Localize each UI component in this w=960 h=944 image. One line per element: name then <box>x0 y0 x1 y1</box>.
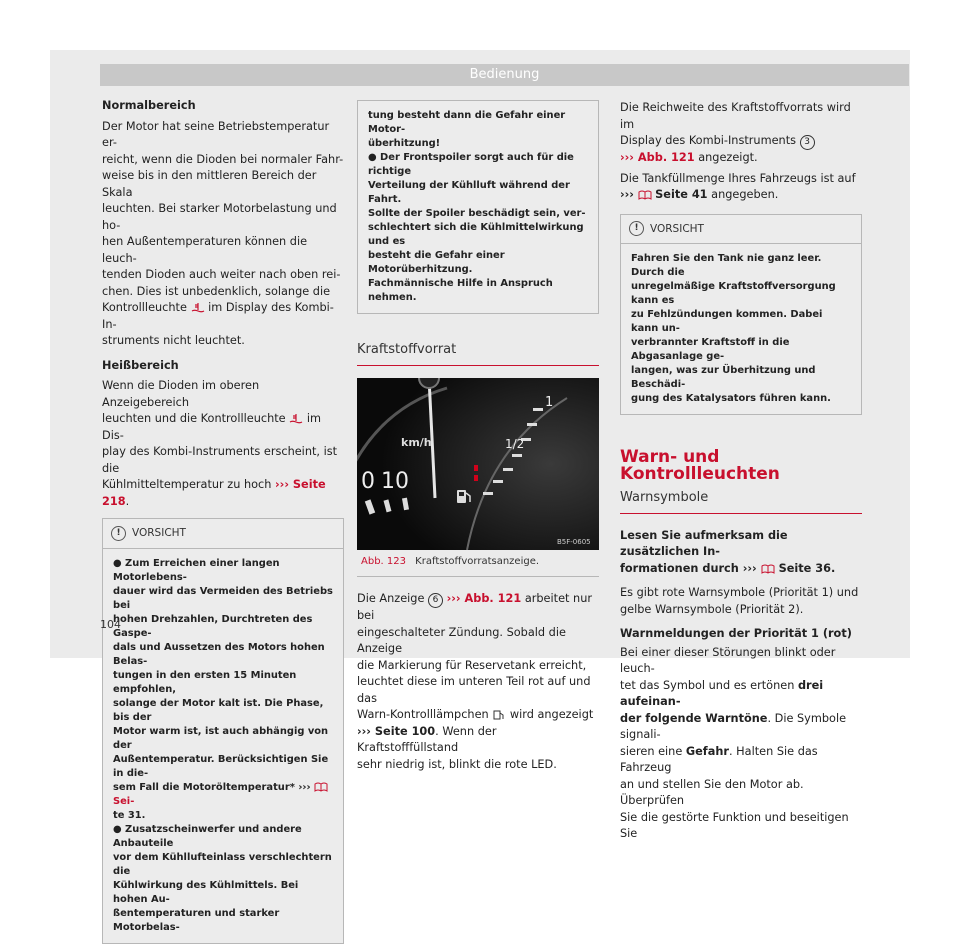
manual-page <box>50 50 910 933</box>
reserve-led <box>474 475 478 481</box>
fuel-tick <box>527 423 537 426</box>
page-header: Bedienung <box>100 64 909 86</box>
reserve-led <box>474 465 478 471</box>
caption-text: Kraftstoffvorratsanzeige. <box>415 555 540 567</box>
fuel-tick <box>533 408 543 411</box>
fuel-pump-icon <box>492 710 506 720</box>
page-link[interactable]: ››› Seite 100 <box>357 724 436 738</box>
page-link[interactable]: Seite 36 <box>778 561 831 575</box>
callout-number: 3 <box>800 135 815 150</box>
priority-1-title: Warnmeldungen der Priorität 1 (rot) <box>620 627 852 640</box>
page-link[interactable]: ››› Seite 218 <box>102 478 326 508</box>
fuel-text: Die Anzeige 6 ››› Abb. 121 arbeitet nur bei eingeschalteter Zündung. Sobald die Anzeige die Markierung für Reservetank erreicht, leuchtet diese im unteren Teil rot auf und das Warn-Kontrolllämpchen wird angezeigt ››› Seite 100. Wenn der Kraftstofffüllstand sehr niedrig ist, blinkt die rote LED. <box>357 592 594 771</box>
exclamation-icon: ! <box>629 221 644 236</box>
coolant-icon <box>289 414 303 424</box>
section-title-fuel: Kraftstoffvorrat <box>357 342 599 366</box>
section-title-warning-lights: Warn- und Kontrollleuchten <box>620 447 780 484</box>
book-icon <box>761 564 775 574</box>
caution-text: ● Zum Erreichen einer langen Motorlebens- dauer wird das Vermeiden des Betriebs bei hohen Drehzahlen, Durchtreten des Gaspe- dals und Aussetzen des Motors hohen Belas- tungen in den ersten 15 Minuten empfohlen, solange der Motor kalt ist. Die Phase, bis der Motor warm ist, ist auch abhängig von der Außentemperatur. Berücksichtigen Sie in die- sem Fall die Motoröltemperatur* ››› Sei- te 31. ● Zusatzscheinwerfer und andere Anbauteile vor dem Kühllufteinlass verschlechtern die Kühlwirkung des Kühlmittels. Bei hohen Au- ßentemperaturen und starker Motorbelas- <box>113 557 333 933</box>
figure-link[interactable]: ››› Abb. 121 <box>446 592 522 605</box>
caution-box <box>102 518 344 944</box>
coolant-icon <box>191 303 205 313</box>
range-text: Die Reichweite des Kraftstoffvorrats wird im Display des Kombi-Instruments 3 ››› Abb. 121 angezeigt. <box>620 101 851 164</box>
fuel-gauge-illustration <box>357 378 599 550</box>
symbol-types-text: Es gibt rote Warnsymbole (Priorität 1) und gelbe Warnsymbole (Priorität 2). <box>620 586 859 616</box>
fuel-full-label: 1 <box>545 394 554 410</box>
read-info-text: Lesen Sie aufmerksam die zusätzlichen In- formationen durch ››› Seite 36. <box>620 528 836 575</box>
fuel-tick <box>512 454 522 457</box>
column-middle <box>357 100 599 781</box>
normal-range-title: Normalbereich <box>102 99 196 112</box>
page-link[interactable]: Seite 41 <box>655 188 708 201</box>
column-left <box>102 98 344 944</box>
hot-range-text: Wenn die Dioden im oberen Anzeigebereich leuchten und die Kontrollleuchte im Dis- play des Kombi-Instruments erscheint, ist die Kühlmitteltemperatur zu hoch ››› Seite 218. <box>102 379 338 508</box>
speed-label-partial: 0 <box>361 468 375 494</box>
caption-label: Abb. 123 <box>361 555 406 567</box>
tank-text: Die Tankfüllmenge Ihres Fahrzeugs ist auf ››› Seite 41 angegeben. <box>620 171 856 201</box>
figure-link[interactable]: ››› Abb. 121 <box>620 151 695 164</box>
caution-label: VORSICHT <box>132 527 186 539</box>
fuel-half-label: 1/2 <box>505 436 525 451</box>
speed-label: 10 <box>381 468 409 494</box>
exclamation-icon: ! <box>111 526 126 541</box>
callout-number: 6 <box>428 593 443 608</box>
caution-text: Fahren Sie den Tank nie ganz leer. Durch die unregelmäßige Kraftstoffversorgung kann es zu Fehlzündungen kommen. Dabei kann un- verbrannter Kraftstoff in die Abgasanlage ge- langen, was zur Überhitzung und Beschädi- gung des Katalysators führen kann. <box>631 253 836 404</box>
speed-unit-label: km/h <box>401 435 432 449</box>
priority-1-text: Bei einer dieser Störungen blinkt oder leuch- tet das Symbol und es ertönen drei aufeinan- der folgende Warntöne. Die Symbole signali- sieren eine Gefahr. Halten Sie das Fahrzeug an und stellen Sie den Motor ab. Überprüfen Sie die gestörte Funktion und beseitigen Sie <box>620 645 849 840</box>
page-link[interactable]: Sei- <box>113 795 135 807</box>
page-number: 104 <box>100 618 121 631</box>
book-icon <box>638 190 652 200</box>
subsection-title-warning-symbols: Warnsymbole <box>620 490 862 514</box>
fuel-gauge-figure <box>357 378 599 550</box>
figure-code: B5F-0605 <box>557 537 591 546</box>
fuel-tick <box>483 492 493 495</box>
fuel-tick <box>493 480 503 483</box>
hot-range-title: Heißbereich <box>102 358 179 372</box>
caution-box-fuel <box>620 214 862 416</box>
figure-caption <box>357 550 599 578</box>
column-right <box>620 100 862 851</box>
caution-box-continued: tung besteht dann die Gefahr einer Motor- überhitzung! ● Der Frontspoiler sorgt auch für die richtige Verteilung der Kühlluft während der Fahrt. Sollte der Spoiler beschädigt sein, ver- schlechtert sich die Kühlmittelwirkung und es besteht die Gefahr einer Motorüberhitzung. Fachmännische Hilfe in Anspruch nehmen. <box>357 100 599 314</box>
normal-range-text: Der Motor hat seine Betriebstemperatur er- reicht, wenn die Dioden bei normaler Fahr- weise bis in den mittleren Bereich der Skala leuchten. Bei starker Motorbelastung und ho- hen Außentemperaturen können die leuch- tenden Dioden auch weiter nach oben rei- chen. Dies ist unbedenklich, solange die Kontrollleuchte im Display des Kombi-In- struments nicht leuchtet. <box>102 119 344 347</box>
fuel-tick <box>503 468 513 471</box>
caution-label: VORSICHT <box>650 222 704 235</box>
book-icon <box>314 782 328 792</box>
